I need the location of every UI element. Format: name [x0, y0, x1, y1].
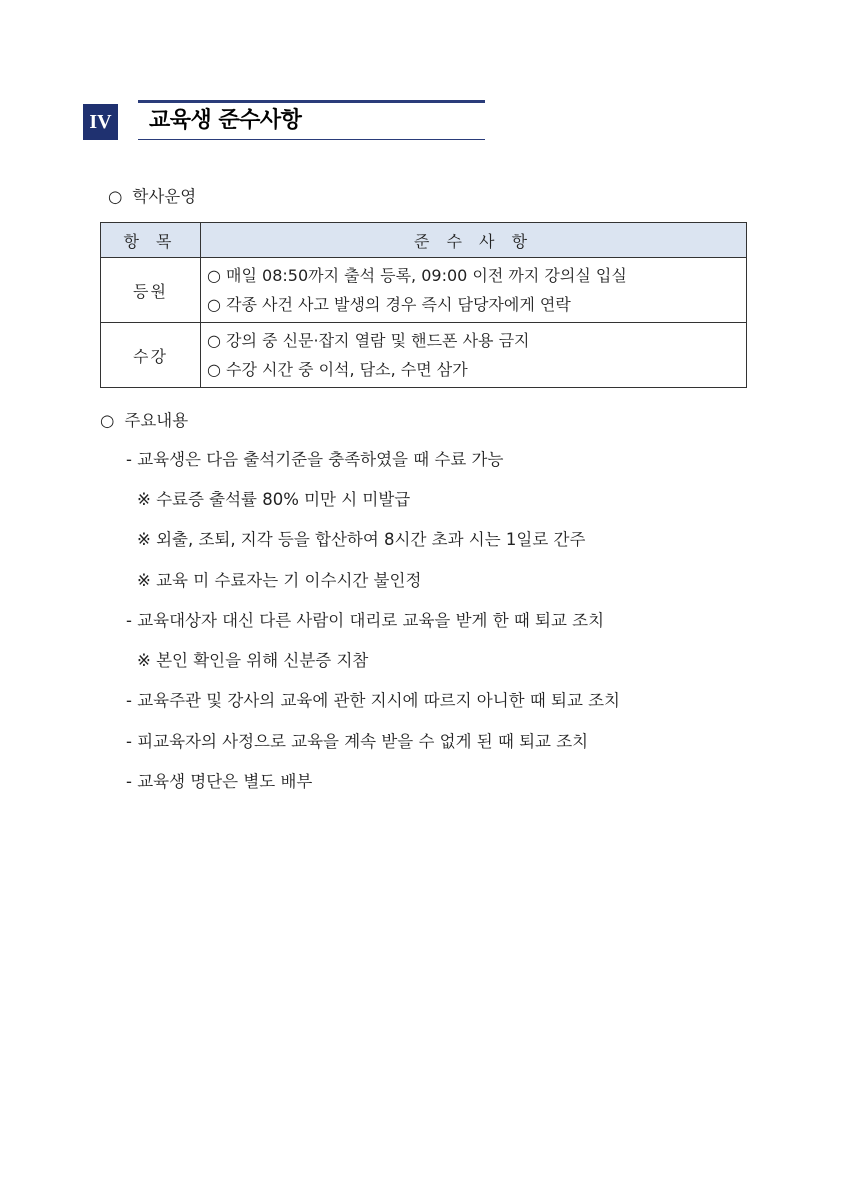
academic-heading-text: 학사운영	[132, 187, 197, 206]
title-rule-top	[138, 100, 485, 103]
note-line: ※ 수료증 출석률 80% 미만 시 미발급	[137, 490, 411, 509]
row-item-attendance: 등원	[101, 258, 201, 323]
row-rules-attendance	[201, 258, 747, 323]
table-row	[101, 323, 747, 388]
section-number-badge: IV	[83, 104, 118, 140]
content-line: - 교육주관 및 강사의 교육에 관한 지시에 따르지 아니한 때 퇴교 조치	[126, 691, 621, 710]
content-line: - 피교육자의 사정으로 교육을 계속 받을 수 없게 된 때 퇴교 조치	[126, 732, 589, 751]
note-line: ※ 외출, 조퇴, 지각 등을 합산하여 8시간 초과 시는 1일로 간주	[137, 530, 586, 549]
section-title: 교육생 준수사항	[149, 108, 302, 133]
note-line: ※ 본인 확인을 위해 신분증 지참	[137, 651, 369, 670]
main-heading-text: 주요내용	[124, 411, 189, 430]
table-header-row	[101, 223, 747, 258]
content-line: - 교육대상자 대신 다른 사람이 대리로 교육을 받게 한 때 퇴교 조치	[126, 611, 605, 630]
circle-bullet-icon: ○	[108, 187, 123, 206]
title-rule-bottom	[138, 139, 485, 140]
row-item-lecture: 수강	[101, 323, 201, 388]
section-header	[83, 100, 485, 142]
table-row	[101, 258, 747, 323]
header-rules: 준 수 사 항	[201, 223, 747, 258]
rule-line: ○ 매일 08:50까지 출석 등록, 09:00 이전 까지 강의실 입실	[207, 266, 627, 285]
header-item: 항 목	[101, 223, 201, 258]
circle-bullet-icon: ○	[100, 411, 115, 430]
note-line: ※ 교육 미 수료자는 기 이수시간 불인정	[137, 571, 422, 590]
row-rules-lecture	[201, 323, 747, 388]
rules-table	[100, 222, 747, 388]
main-heading	[100, 410, 188, 432]
rule-line: ○ 수강 시간 중 이석, 담소, 수면 삼가	[207, 360, 468, 379]
academic-heading	[108, 186, 196, 208]
rule-line: ○ 각종 사건 사고 발생의 경우 즉시 담당자에게 연락	[207, 295, 571, 314]
rule-line: ○ 강의 중 신문·잡지 열람 및 핸드폰 사용 금지	[207, 331, 530, 350]
content-line: - 교육생 명단은 별도 배부	[126, 772, 313, 791]
content-line: - 교육생은 다음 출석기준을 충족하였을 때 수료 가능	[126, 450, 504, 469]
